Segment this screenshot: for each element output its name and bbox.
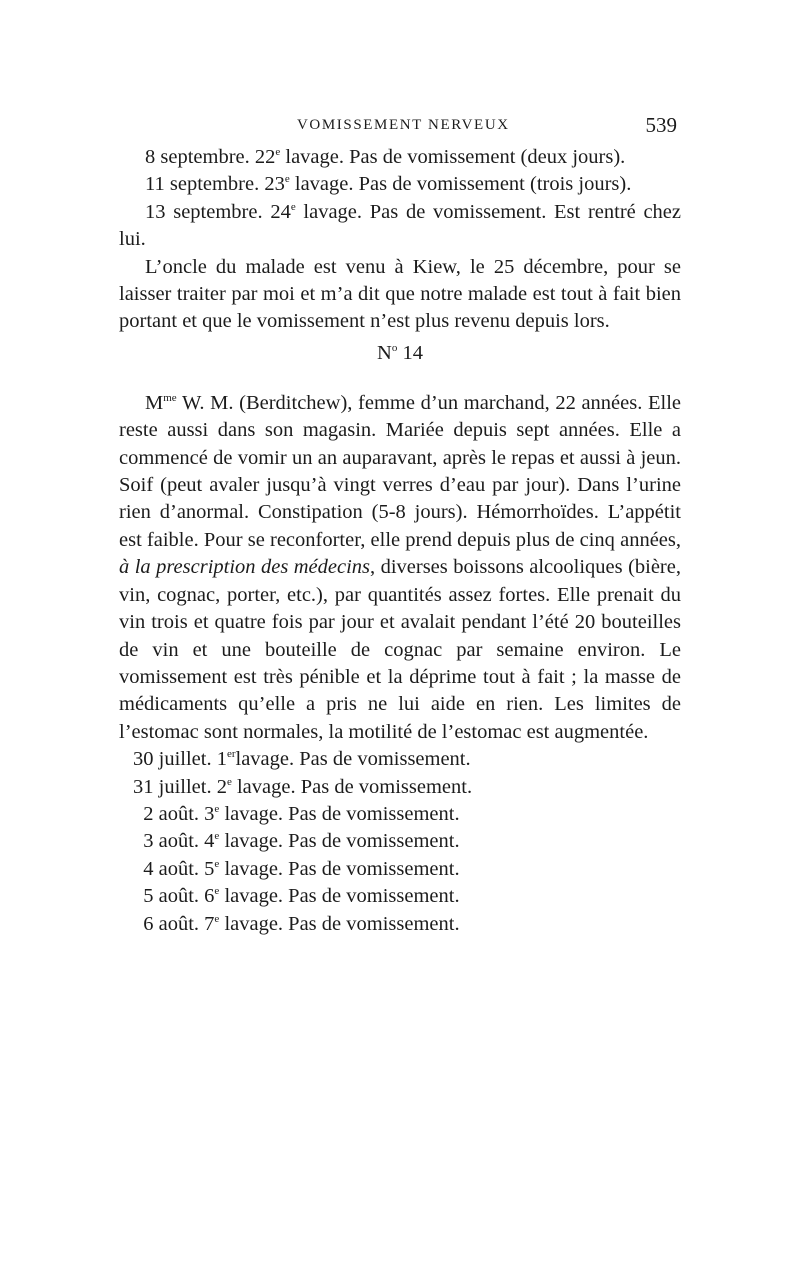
page-header [119, 113, 681, 143]
treatment-entry: 5 août. 6e lavage. Pas de vomissement. [143, 885, 460, 908]
case-heading: $N^o$ 14 [377, 341, 423, 364]
treatment-entry: 30 juillet. 1erlavage. Pas de vomissement. [133, 748, 471, 771]
running-head: VOMISSEMENT NERVEUX [297, 117, 510, 133]
paragraph-uncle: L’oncle du malade est venu à Kiew, le 25 décembre, pour se laisser traiter par moi et m’a dit que notre malade est tout à fait bien portant et que le vomissement n’est plus revenu depuis lors. [119, 255, 681, 333]
treatment-entry: 2 août. 3e lavage. Pas de vomissement. [143, 802, 460, 825]
treatment-entry: 31 juillet. 2e lavage. Pas de vomissement. [133, 775, 473, 798]
page-number: 539 [645, 113, 677, 137]
treatment-entry: 4 août. 5e lavage. Pas de vomissement. [143, 857, 460, 880]
treatment-entry: 3 août. 4e lavage. Pas de vomissement. [143, 830, 460, 853]
treatment-entry: 11 septembre. 23e lavage. Pas de vomissement (trois jours). [145, 173, 632, 196]
treatment-entry: 6 août. 7e lavage. Pas de vomissement. [143, 912, 460, 935]
treatment-entry: 8 septembre. 22e lavage. Pas de vomissement (deux jours). [145, 146, 626, 168]
treatment-entry: 13 septembre. 24e lavage. Pas de vomissement. Est rentré chez lui. [119, 200, 682, 251]
page-body [119, 144, 681, 938]
case-paragraph: $M^{me}$ W. M. (Berditchew), femme d’un marchand, 22 années. Elle reste aussi dans son magasin. Mariée depuis sept années. Elle a commencé de vomir un an auparavant, après le repas et aussi à jeun. Soif (peut avaler jusqu’à vingt verres d’eau par jour). Dans l’urine rien d’anormal. Constipation (5-8 jours). Hémorrhoïdes. L’appétit est faible. Pour se reconforter, elle prend depuis plus de cinq années, à la prescription des médecins, diverses boissons alcooliques (bière, vin, cognac, porter, etc.), par quantités assez fortes. Elle prenait du vin trois et quatre fois par jour et avalait pendant l’été 20 bouteilles de vin et une bouteille de cognac par semaine environ. Le vomissement est très pénible et la déprime tout à fait ; la masse de médicaments qu’elle a pris ne lui aide en rien. Les limites de l’estomac sont normales, la motilité de l’estomac est augmentée. [119, 391, 681, 743]
